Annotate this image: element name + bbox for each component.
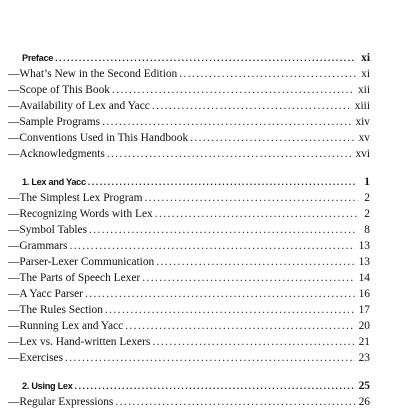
toc-entry[interactable] [0,318,400,334]
toc-page-number: 13 [358,240,370,252]
em-dash: — [8,288,20,300]
toc-entry-label: Symbol Tables [19,224,88,236]
em-dash: — [8,148,20,160]
dot-leader [75,378,355,394]
toc-entry[interactable] [0,114,400,130]
toc-entry[interactable] [0,222,400,238]
em-dash: — [8,336,20,348]
em-dash: — [8,132,20,144]
toc-page-number: 21 [358,336,370,348]
toc-page-number: 2 [364,192,370,204]
toc-page-number: 14 [358,272,370,284]
dot-leader [115,394,354,410]
dot-leader [179,66,357,82]
toc-page-number: xiv [355,116,370,128]
toc-entry[interactable] [0,190,400,206]
em-dash: — [8,272,20,284]
toc-entry[interactable] [0,146,400,162]
toc-page-number: xi [361,68,370,80]
em-dash: — [8,116,20,128]
em-dash: — [8,208,20,220]
em-dash: — [8,100,20,112]
toc-heading-label: 1. Lex and Yacc [22,177,86,187]
toc-page-number: 26 [358,396,370,408]
dot-leader [156,254,354,270]
em-dash: — [8,304,20,316]
toc-entry-label: A Yacc Parser [19,288,83,300]
toc-heading-label: Preface [22,53,54,63]
toc-page-number: 17 [358,304,370,316]
toc-entry-label: Recognizing Words with Lex [19,208,153,220]
dot-leader [102,114,351,130]
section-gap [0,366,400,378]
table-of-contents [0,50,400,410]
dot-leader [69,238,354,254]
dot-leader [155,206,358,222]
toc-entry-label: The Rules Section [19,304,103,316]
dot-leader [85,286,355,302]
toc-entry[interactable] [0,82,400,98]
toc-entry[interactable] [0,286,400,302]
toc-page-number: xii [357,84,370,96]
toc-heading-label: 2. Using Lex [22,381,73,391]
toc-heading-chapter-2[interactable] [0,378,400,394]
dot-leader [190,130,354,146]
em-dash: — [8,256,20,268]
toc-heading-preface[interactable] [0,50,400,66]
dot-leader [152,98,351,114]
toc-entry[interactable] [0,350,400,366]
toc-page-number: 25 [358,380,370,392]
toc-page-number: 8 [364,224,370,236]
toc-page-number: 20 [358,320,370,332]
toc-page-number: 2 [364,208,370,220]
toc-entry-label: Availability of Lex and Yacc [19,100,150,112]
em-dash: — [8,192,20,204]
em-dash: — [8,240,20,252]
dot-leader [88,174,355,190]
em-dash: — [8,224,20,236]
toc-page-number: 13 [358,256,370,268]
toc-entry-label: Lex vs. Hand-written Lexers [19,336,151,348]
toc-entry[interactable] [0,254,400,270]
toc-page-number: 23 [358,352,370,364]
toc-entry-label: The Parts of Speech Lexer [19,272,141,284]
em-dash: — [8,320,20,332]
toc-entry[interactable] [0,130,400,146]
toc-entry-label: Grammars [19,240,68,252]
toc-entry-label: Exercises [19,352,64,364]
toc-entry[interactable] [0,238,400,254]
toc-page-number: 1 [364,176,370,188]
dot-leader [152,334,354,350]
toc-entry-label: Conventions Used in This Handbook [19,132,189,144]
em-dash: — [8,396,20,408]
dot-leader [125,318,354,334]
toc-entry[interactable] [0,206,400,222]
toc-page-number: xi [361,52,370,64]
dot-leader [142,270,354,286]
toc-entry[interactable] [0,302,400,318]
toc-entry-label: Sample Programs [19,116,101,128]
dot-leader [55,50,354,66]
dot-leader [144,190,357,206]
toc-entry[interactable] [0,98,400,114]
toc-entry[interactable] [0,270,400,286]
section-gap [0,162,400,174]
toc-page-number: xiii [354,100,370,112]
dot-leader [65,350,355,366]
toc-entry-label: Scope of This Book [19,84,110,96]
dot-leader [112,82,354,98]
toc-entry-label: The Simplest Lex Program [19,192,143,204]
toc-page-number: xvi [355,148,370,160]
toc-entry[interactable] [0,334,400,350]
toc-heading-chapter-1[interactable] [0,174,400,190]
em-dash: — [8,68,20,80]
toc-entry-label: Parser-Lexer Communication [19,256,155,268]
toc-entry[interactable] [0,66,400,82]
toc-page-number: 16 [358,288,370,300]
toc-entry-label: Running Lex and Yacc [19,320,124,332]
dot-leader [105,302,355,318]
toc-entry-label: What’s New in the Second Edition [19,68,178,80]
toc-page-number: xv [358,132,370,144]
dot-leader [107,146,352,162]
toc-entry-label: Regular Expressions [19,396,114,408]
em-dash: — [8,352,20,364]
em-dash: — [8,84,20,96]
toc-entry-label: Acknowledgments [19,148,105,160]
toc-entry[interactable] [0,394,400,410]
dot-leader [89,222,356,238]
